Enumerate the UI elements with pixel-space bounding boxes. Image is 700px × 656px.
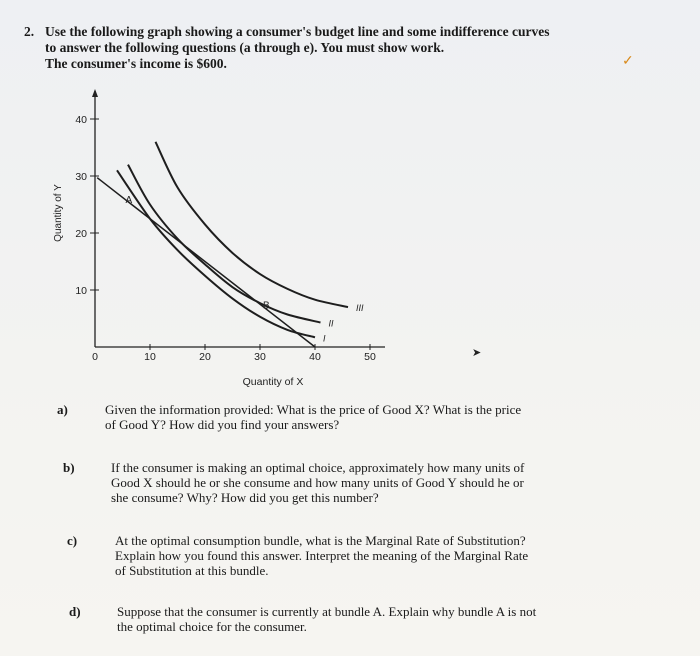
subquestion-line: Suppose that the consumer is currently at bundle A. Explain why bundle A is not	[117, 604, 537, 619]
question-line: to answer the following questions (a through e). You must show work.	[45, 40, 445, 55]
subquestion-letter: d)	[69, 604, 81, 619]
subquestion-text	[115, 533, 585, 578]
curve-label: III	[356, 303, 364, 314]
y-axis-label: Quantity of Y	[53, 184, 64, 242]
curve-label: II	[328, 318, 334, 329]
indifference-curve-III	[156, 142, 349, 307]
subquestion-line: the optimal choice for the consumer.	[117, 619, 307, 634]
subquestion-line: Given the information provided: What is the price of Good X? What is the price	[105, 402, 522, 417]
budget-indifference-graph	[40, 85, 480, 395]
y-tick-label: 10	[75, 285, 87, 297]
indifference-curve-II	[125, 165, 321, 323]
chart-curves	[97, 142, 348, 347]
indifference-curve-I	[117, 170, 315, 337]
x-tick-label: 10	[144, 351, 156, 363]
x-tick-label: 0	[92, 351, 98, 363]
question-number: 2.	[24, 24, 35, 39]
subquestion-line: Explain how you found this answer. Interpret the meaning of the Marginal Rate	[115, 548, 529, 563]
x-axis-label: Quantity of X	[242, 376, 304, 388]
pen-mark: ✓	[622, 52, 634, 68]
subquestion-line: of Substitution at this bundle.	[115, 563, 269, 578]
y-tick-label: 30	[75, 171, 87, 183]
subquestion-letter: a)	[57, 402, 68, 417]
x-tick-label: 30	[254, 351, 266, 363]
subquestion-line: At the optimal consumption bundle, what is the Marginal Rate of Substitution?	[115, 533, 526, 548]
subquestion-text	[111, 460, 581, 505]
y-axis-arrow	[92, 89, 98, 97]
subquestion-line: she consume? Why? How did you get this number?	[111, 490, 379, 505]
point-label-B: B	[263, 300, 270, 312]
curve-label: I	[323, 333, 326, 344]
chart-axes	[90, 89, 385, 350]
chart-labels	[75, 114, 376, 363]
x-tick-label: 20	[199, 351, 211, 363]
subquestion-letter: c)	[67, 533, 78, 548]
subquestion-line: If the consumer is making an optimal choice, approximately how many units of	[111, 460, 525, 475]
cursor-mark: ➤	[472, 347, 482, 359]
subquestion-text	[105, 402, 575, 432]
subquestion-letter: b)	[63, 460, 75, 475]
subquestion-text	[117, 604, 587, 634]
x-tick-label: 50	[364, 351, 376, 363]
y-tick-label: 40	[75, 114, 87, 126]
x-tick-label: 40	[309, 351, 321, 363]
subquestion-line: Good X should he or she consume and how many units of Good Y should he or	[111, 475, 524, 490]
question-line: The consumer's income is $600.	[45, 56, 227, 71]
y-tick-label: 20	[75, 228, 87, 240]
question-text	[45, 24, 585, 72]
point-label-A: A	[125, 194, 133, 206]
subquestion-line: of Good Y? How did you find your answers?	[105, 417, 340, 432]
question-line: Use the following graph showing a consumer's budget line and some indifference curves	[45, 24, 550, 39]
